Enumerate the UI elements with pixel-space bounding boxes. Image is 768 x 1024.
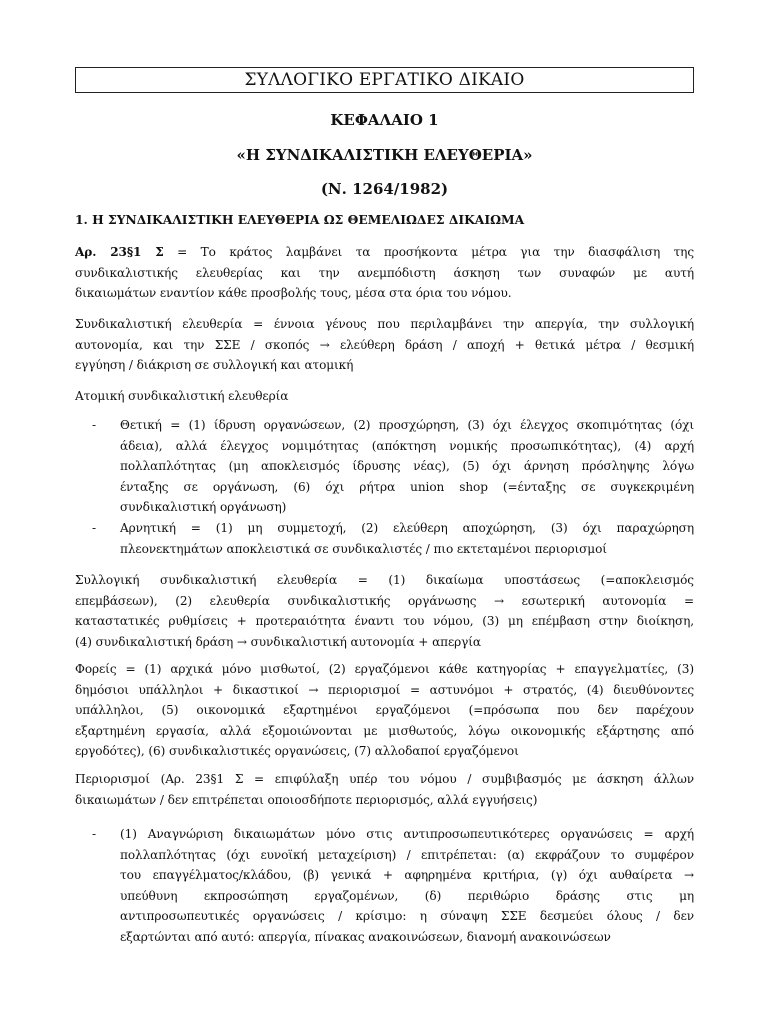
list-line: (1) Αναγνώριση δικαιωμάτων μόνο στις αντιπροσωπευτικότερες οργανώσεις = αρχή [120, 827, 694, 841]
paragraph-line: = Το κράτος λαμβάνει τα προσήκοντα μέτρα για την διασφάλιση της [163, 245, 694, 259]
paragraph-line: εξαρτημένη εργασία, αλλά εξομοιώνονται με μισθωτούς, λόγω οικονομικής εξάρτησης από [75, 723, 694, 738]
list-line: πολλαπλότητας (μη αποκλεισμός ίδρυσης νέας), (5) όχι άρνηση πρόσληψης λόγω [120, 459, 694, 473]
paragraph-line: δικαιωμάτων / δεν επιτρέπεται οποιοσδήποτε περιορισμός, αλλά εγγυήσεις) [75, 792, 538, 807]
paragraph-holders [75, 659, 694, 762]
bullet-dash: - [92, 418, 97, 432]
list-line: πολλαπλότητας (όχι ευνοϊκή μεταχείριση) / επιτρέπεται: (α) εκφράζουν το συμφέρον [120, 847, 694, 862]
article-reference: Αρ. 23§1 Σ [75, 245, 164, 259]
paragraph-union-freedom [75, 314, 694, 376]
paragraph-line: Συλλογική συνδικαλιστική ελευθερία = (1) δικαίωμα υποστάσεως (=αποκλεισμός [75, 573, 694, 587]
document-title: ΣΥΛΛΟΓΙΚΟ ΕΡΓΑΤΙΚΟ ΔΙΚΑΙΟ [75, 67, 694, 93]
list-line: υπεύθυνη εκπροσώπηση εργαζομένων, (δ) περιθώριο δράσης στις μη [120, 888, 694, 903]
paragraph-line: αυτονομία, και την ΣΣΕ / σκοπός → ελεύθερη δράση / αποχή + θετικά μέτρα / θεσμική [75, 337, 694, 352]
list-line: άδεια), αλλά έλεγχος νομιμότητας (απόκτηση νομικής προσωπικότητας), (4) αρχή [120, 438, 694, 453]
paragraph-line: εργοδότες), (6) συνδικαλιστικές οργανώσεις, (7) αλλοδαποί εργαζόμενοι [75, 744, 519, 758]
section-heading: 1. Η ΣΥΝΔΙΚΑΛΙΣΤΙΚΗ ΕΛΕΥΘΕΡΙΑ ΩΣ ΘΕΜΕΛΙΩΔΕΣ ΔΙΚΑΙΩΜΑ [75, 212, 525, 227]
bullet-dash: - [92, 827, 97, 841]
paragraph-line: επεμβάσεων), (2) ελευθερία συνδικαλιστικής οργάνωσης → εσωτερική αυτονομία = [75, 593, 694, 608]
list-line: συνδικαλιστική οργάνωση) [120, 500, 287, 514]
list-line: αντιπροσωπευτικές οργανώσεις / κρίσιμο: η σύναψη ΣΣΕ δεσμεύει όλους / δεν [120, 909, 694, 923]
paragraph-line: δικαιωμάτων εναντίον κάθε προσβολής τους, μέσα στα όρια του νόμου. [75, 286, 512, 300]
paragraph-line: Φορείς = (1) αρχικά μόνο μισθωτοί, (2) εργαζόμενοι κάθε κατηγορίας + επαγγελματίες, (3) [75, 662, 694, 676]
list-line: Αρνητική = (1) μη συμμετοχή, (2) ελεύθερη αποχώρηση, (3) όχι παραχώρηση [120, 521, 694, 535]
paragraph-restrictions [75, 769, 694, 810]
paragraph-line: υπάλληλοι, (5) οικονομικά εξαρτημένοι εργαζόμενοι (=πρόσωπα που δεν παρέχουν [75, 703, 694, 717]
list-line: ένταξης σε οργάνωση, (6) όχι ρήτρα union shop (=ένταξης σε συγκεκριμένη [120, 479, 694, 494]
bullet-dash: - [92, 521, 97, 535]
list-line: του επαγγέλματος/κλάδου, (β) γενικά + αφηρημένα κριτήρια, (γ) όχι αυθαίρετα → [120, 868, 694, 882]
paragraph-line: Συνδικαλιστική ελευθερία = έννοια γένους που περιλαμβάνει την απεργία, την συλλογική [75, 317, 694, 331]
paragraph-line: Περιορισμοί (Αρ. 23§1 Σ = επιφύλαξη υπέρ του νόμου / συμβιβασμός με άσκηση άλλων [75, 772, 694, 786]
paragraph-collective-freedom [75, 570, 694, 652]
law-reference: (Ν. 1264/1982) [320, 180, 449, 198]
list-line: πλεονεκτημάτων αποκλειστικά σε συνδικαλιστές / πιο εκτεταμένοι περιορισμοί [120, 541, 607, 556]
paragraph-line: συνδικαλιστικής ελευθερίας και την ανεμπόδιστη άσκηση των συναφών με αυτή [75, 265, 694, 280]
paragraph-individual-freedom [75, 386, 694, 407]
paragraph-line: εγγύηση / διάκριση σε συλλογική και ατομική [75, 358, 354, 372]
paragraph-article-23 [75, 242, 694, 304]
paragraph-line: Ατομική συνδικαλιστική ελευθερία [75, 389, 289, 403]
chapter-number: ΚΕΦΑΛΑΙΟ 1 [330, 111, 439, 129]
list-line: Θετική = (1) ίδρυση οργανώσεων, (2) προσχώρηση, (3) όχι έλεγχος σκοπιμότητας (όχι [120, 418, 694, 432]
paragraph-line: (4) συνδικαλιστική δράση → συνδικαλιστική αυτονομία + απεργία [75, 634, 481, 649]
list-line: εξαρτώνται από αυτό: απεργία, πίνακας ανακοινώσεων, διανομή ανακοινώσεων [120, 929, 611, 944]
chapter-title: «Η ΣΥΝΔΙΚΑΛΙΣΤΙΚΗ ΕΛΕΥΘΕΡΙΑ» [236, 146, 533, 164]
paragraph-line: δημόσιοι υπάλληλοι + δικαστικοί → περιορισμοί = αστυνόμοι + στρατός, (4) διευθύνοντες [75, 682, 694, 697]
paragraph-line: καταστατικές ρυθμίσεις + προτεραιότητα έναντι του νόμου, (3) μη επέμβαση στην διοίκηση, [75, 614, 694, 628]
